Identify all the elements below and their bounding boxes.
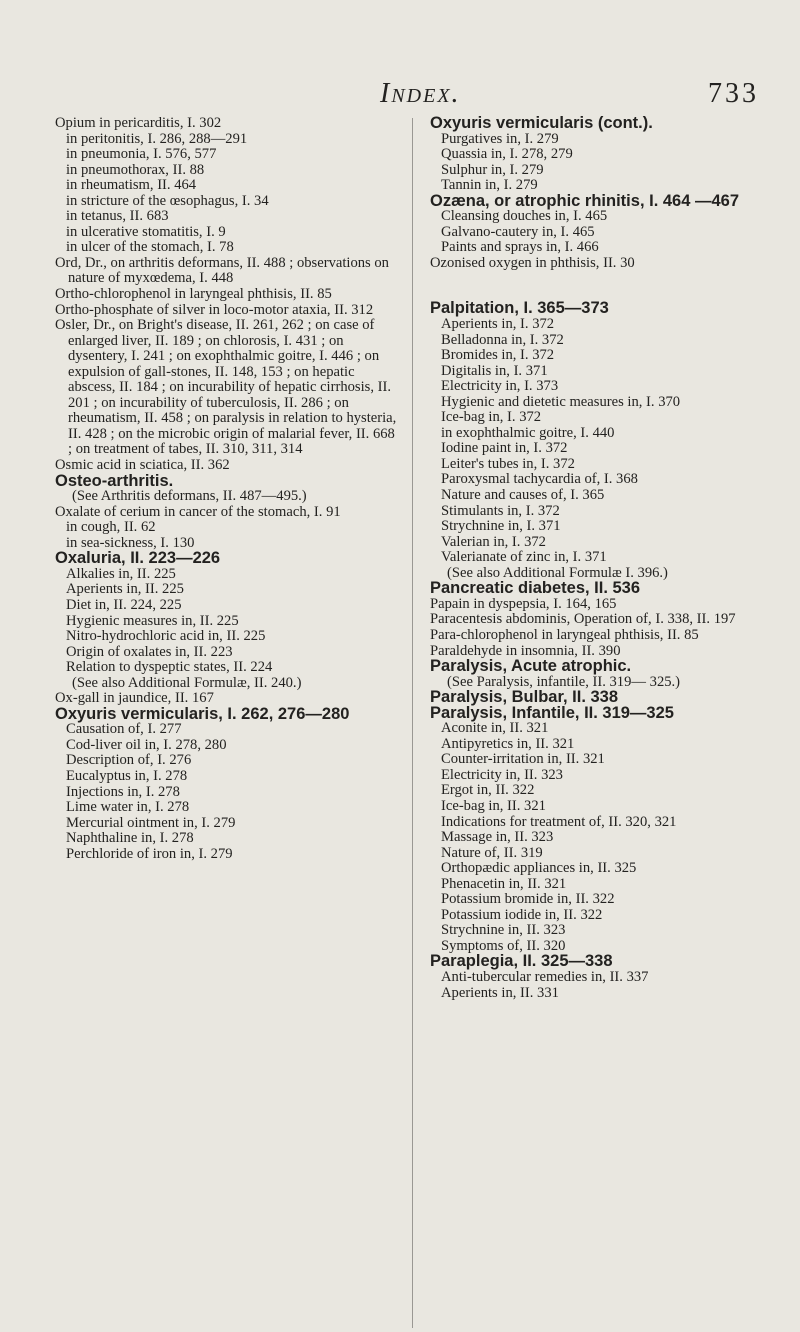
index-subentry: Indications for treatment of, II. 320, 321 [441, 813, 677, 830]
index-subentry: Galvano-cautery in, I. 465 [441, 223, 595, 240]
index-subentry: Phenacetin in, II. 321 [441, 875, 567, 892]
index-column-right [430, 116, 775, 1001]
index-subentry: Potassium bromide in, II. 322 [441, 891, 615, 908]
index-heading: Paralysis, Infantile, II. 319—325 [430, 703, 674, 722]
index-entry: Paracentesis abdominis, Operation of, I. 338, II. 197 [430, 611, 736, 628]
index-heading: Paralysis, Bulbar, II. 338 [430, 688, 619, 707]
index-subentry: Counter-irritation in, II. 321 [441, 751, 605, 768]
index-subentry: (See Arthritis deformans, II. 487—495.) [72, 488, 307, 505]
index-subentry: Cod-liver oil in, I. 278, 280 [66, 736, 227, 753]
index-subentry: Relation to dyspeptic states, II. 224 [66, 659, 273, 676]
index-subentry: in stricture of the œsophagus, I. 34 [66, 192, 269, 209]
index-entry: Papain in dyspepsia, I. 164, 165 [430, 595, 617, 612]
index-subentry: Hygienic measures in, II. 225 [66, 612, 239, 629]
index-subentry: Ice-bag in, II. 321 [441, 797, 546, 814]
index-heading: Palpitation, I. 365—373 [430, 299, 609, 318]
index-subentry: (See also Additional Formulæ I. 396.) [447, 564, 668, 581]
index-entry: Ortho-chlorophenol in laryngeal phthisis, II. 85 [55, 286, 332, 303]
index-subentry: Origin of oxalates in, II. 223 [66, 643, 233, 660]
running-title: Index. [380, 78, 461, 109]
index-subentry: Description of, I. 276 [66, 752, 192, 769]
index-entry: Ox-gall in jaundice, II. 167 [55, 690, 214, 707]
index-subentry: in tetanus, II. 683 [66, 208, 169, 225]
index-subentry: in exophthalmic goitre, I. 440 [441, 424, 615, 441]
index-subentry: Paints and sprays in, I. 466 [441, 239, 599, 256]
index-entry: Oxalate of cerium in cancer of the stomach, I. 91 [55, 503, 341, 520]
index-subentry: in sea-sickness, I. 130 [66, 534, 195, 551]
index-subentry: Belladonna in, I. 372 [441, 331, 564, 348]
index-subentry: Eucalyptus in, I. 278 [66, 767, 188, 784]
index-subentry: in ulcer of the stomach, I. 78 [66, 239, 234, 256]
column-divider [412, 118, 413, 1328]
index-subentry: Orthopædic appliances in, II. 325 [441, 860, 637, 877]
index-subentry: Strychnine in, I. 371 [441, 518, 561, 535]
index-subentry: Nature and causes of, I. 365 [441, 487, 605, 504]
index-entry: Opium in pericarditis, I. 302 [55, 115, 222, 131]
index-subentry: Strychnine in, II. 323 [441, 922, 566, 939]
index-entry: Osler, Dr., on Bright's disease, II. 261, 262 ; on case of enlarged liver, II. 189 ; on chlorosis, I. 431 ; on dysentery, I. 241 ; on exophthalmic goitre, I. 446 ; on expulsion of gall-stones, II. 148, 153 ; on hepatic abscess, II. 184 ; on incurability of hepatic cirrhosis, II. 201 ; on incurability of tuberculosis, II. 286 ; on rheumatism, II. 458 ; on paralysis in relation to hysteria, II. 428 ; on the microbic origin of malarial fever, II. 668 ; on treatment of tabes, II. 310, 311, 314 [55, 317, 397, 458]
index-heading: Oxyuris vermicularis (cont.). [430, 114, 653, 132]
index-subentry: Bromides in, I. 372 [441, 347, 555, 364]
index-heading: Paraplegia, II. 325—338 [430, 952, 613, 971]
index-column-left [55, 116, 400, 862]
index-subentry: in peritonitis, I. 286, 288—291 [66, 130, 248, 147]
index-subentry: Ergot in, II. 322 [441, 782, 535, 799]
index-subentry: Iodine paint in, I. 372 [441, 440, 568, 457]
index-subentry: Causation of, I. 277 [66, 721, 182, 738]
index-subentry: Naphthaline in, I. 278 [66, 830, 194, 847]
index-entry: Osmic acid in sciatica, II. 362 [55, 457, 230, 474]
index-subentry: Electricity in, II. 323 [441, 766, 563, 783]
index-heading: Osteo-arthritis. [55, 471, 174, 490]
index-subentry: Mercurial ointment in, I. 279 [66, 814, 236, 831]
index-subentry: Paroxysmal tachycardia of, I. 368 [441, 471, 638, 488]
index-entry: Ortho-phosphate of silver in loco-motor ataxia, II. 312 [55, 301, 374, 318]
index-subentry: in ulcerative stomatitis, I. 9 [66, 223, 226, 240]
index-subentry: in pneumonia, I. 576, 577 [66, 146, 217, 163]
index-subentry: Aconite in, II. 321 [441, 720, 549, 737]
index-subentry: in cough, II. 62 [66, 519, 156, 536]
index-subentry: Hygienic and dietetic measures in, I. 370 [441, 393, 681, 410]
index-subentry: Anti-tubercular remedies in, II. 337 [441, 968, 649, 985]
index-subentry: Perchloride of iron in, I. 279 [66, 845, 233, 862]
index-subentry: Injections in, I. 278 [66, 783, 180, 800]
index-subentry: Electricity in, I. 373 [441, 378, 559, 395]
index-subentry: Digitalis in, I. 371 [441, 362, 548, 379]
index-subentry: Cleansing douches in, I. 465 [441, 208, 608, 225]
index-subentry: Valerianate of zinc in, I. 371 [441, 549, 607, 566]
index-subentry: Leiter's tubes in, I. 372 [441, 455, 575, 472]
index-subentry: in pneumothorax, II. 88 [66, 161, 205, 178]
index-subentry: Tannin in, I. 279 [441, 177, 538, 194]
index-subentry: Diet in, II. 224, 225 [66, 596, 182, 613]
index-subentry: Lime water in, I. 278 [66, 799, 190, 816]
index-entry: Para-chlorophenol in laryngeal phthisis, II. 85 [430, 626, 699, 643]
index-subentry: Quassia in, I. 278, 279 [441, 146, 573, 163]
index-subentry: (See also Additional Formulæ, II. 240.) [72, 674, 302, 691]
index-subentry: in rheumatism, II. 464 [66, 177, 197, 194]
index-subentry: Stimulants in, I. 372 [441, 502, 560, 519]
index-subentry: Nature of, II. 319 [441, 844, 543, 861]
index-heading: Paralysis, Acute atrophic. [430, 657, 632, 676]
index-subentry: Purgatives in, I. 279 [441, 130, 559, 147]
index-entry: Paraldehyde in insomnia, II. 390 [430, 642, 621, 659]
index-heading: Pancreatic diabetes, II. 536 [430, 579, 641, 598]
index-subentry: Antipyretics in, II. 321 [441, 735, 575, 752]
page-number: 733 [708, 78, 759, 109]
index-heading: Oxyuris vermicularis, I. 262, 276—280 [55, 704, 350, 723]
index-subentry: Aperients in, I. 372 [441, 316, 555, 333]
index-subentry: Potassium iodide in, II. 322 [441, 906, 603, 923]
index-subentry: Nitro-hydrochloric acid in, II. 225 [66, 628, 266, 645]
index-subentry: Alkalies in, II. 225 [66, 565, 176, 582]
index-subentry: Aperients in, II. 225 [66, 581, 184, 598]
index-subentry: Ice-bag in, I. 372 [441, 409, 542, 426]
index-subentry: Aperients in, II. 331 [441, 984, 559, 1001]
index-subentry: Sulphur in, I. 279 [441, 161, 544, 178]
index-heading: Ozæna, or atrophic rhinitis, I. 464 —467 [430, 191, 740, 210]
index-subentry: Massage in, II. 323 [441, 829, 554, 846]
index-subentry: Symptoms of, II. 320 [441, 937, 566, 954]
index-subentry: (See Paralysis, infantile, II. 319— 325.) [447, 673, 681, 690]
page-header [0, 64, 800, 109]
index-heading: Oxaluria, II. 223—226 [55, 549, 221, 568]
index-entry: Ozonised oxygen in phthisis, II. 30 [430, 254, 635, 271]
index-entry: Ord, Dr., on arthritis deformans, II. 488 ; observations on nature of myxœdema, I. 448 [55, 254, 389, 287]
index-subentry: Valerian in, I. 372 [441, 533, 546, 550]
